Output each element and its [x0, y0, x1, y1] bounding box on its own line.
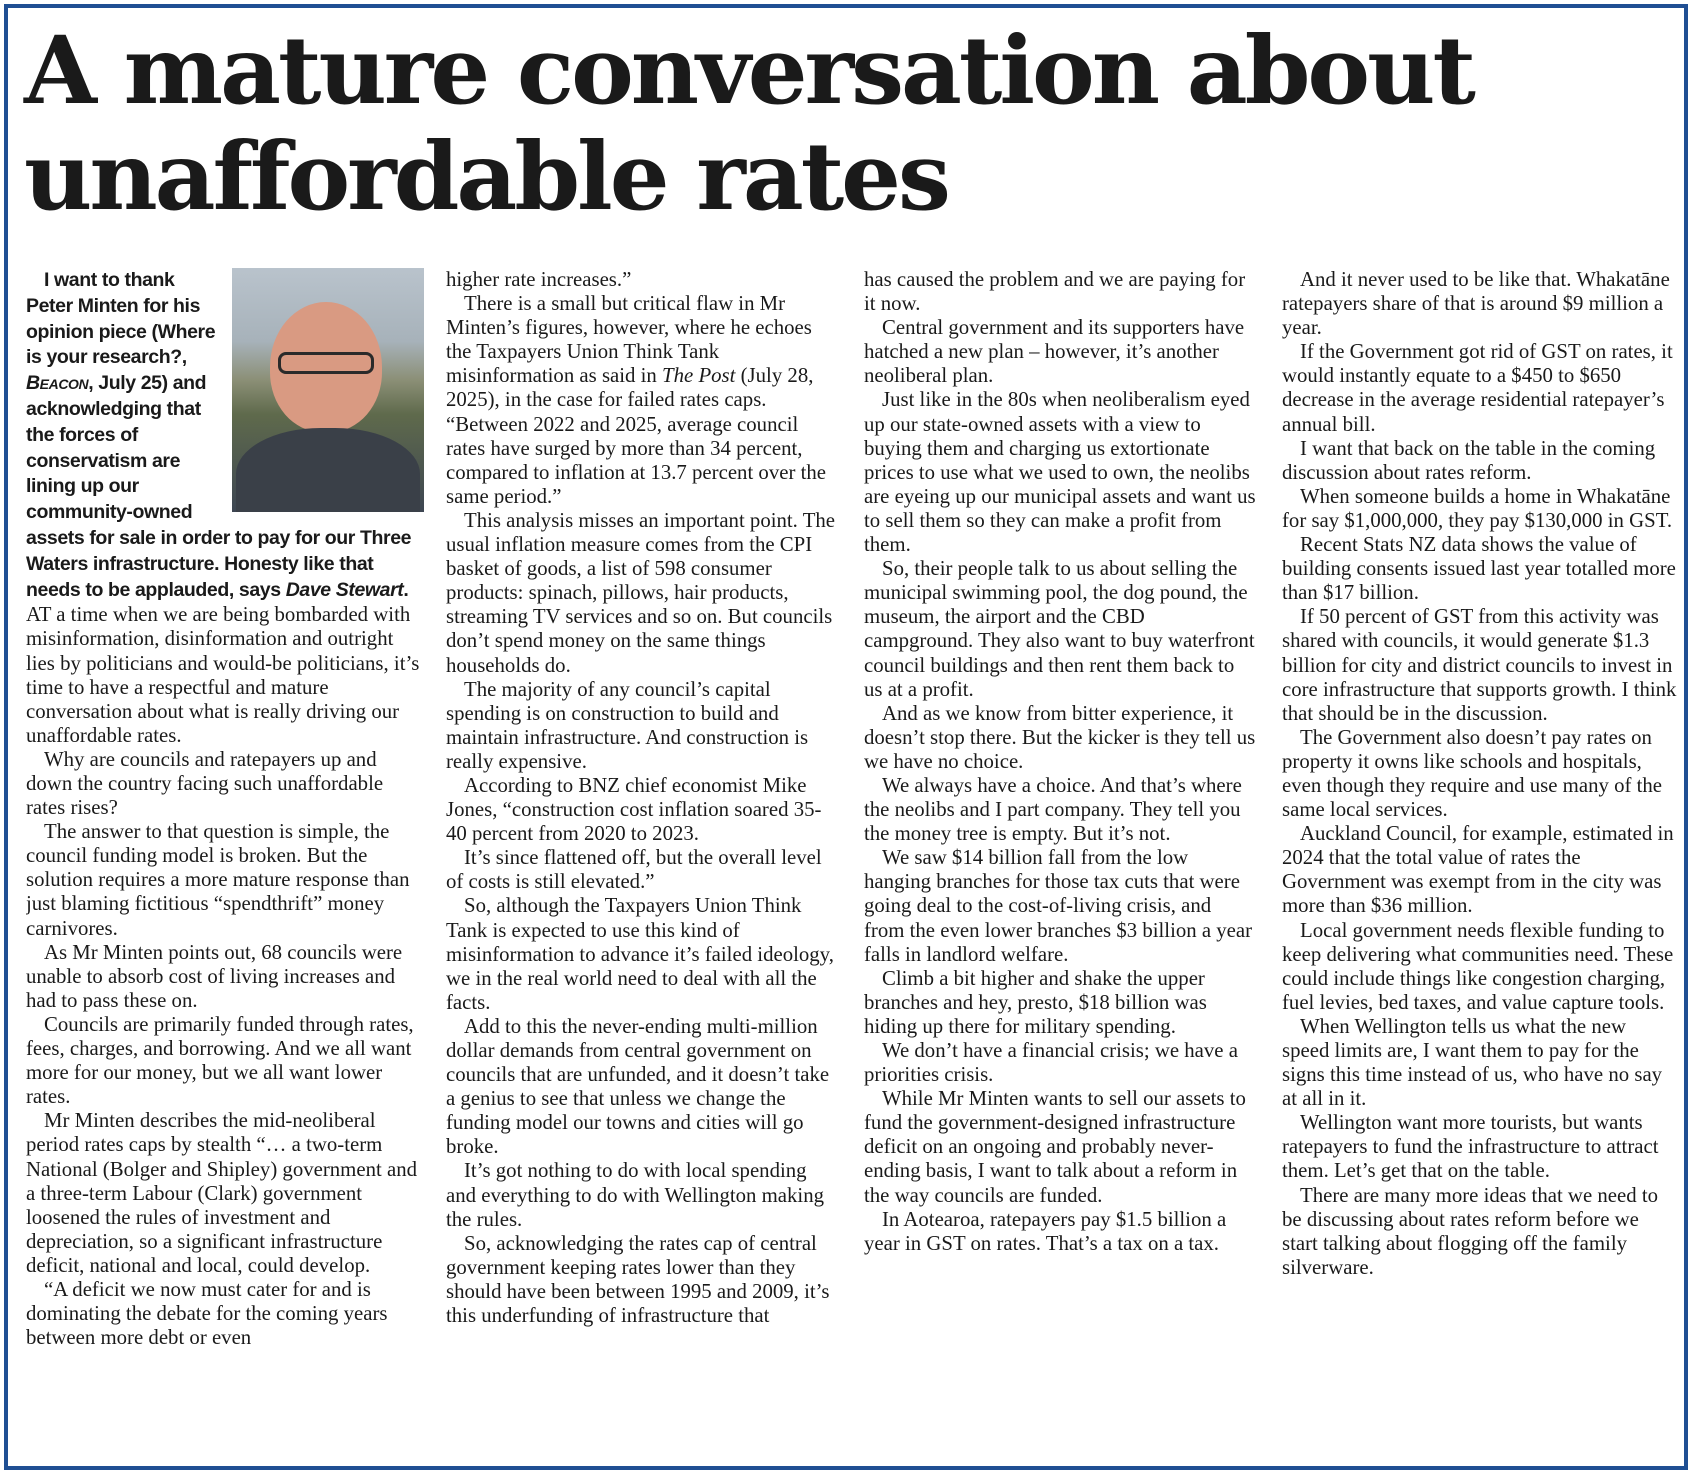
- paragraph-continued: higher rate increases.”: [446, 268, 632, 291]
- paragraph: So, although the Taxpayers Union Think Tank is expected to use this kind of misinformation to advance it’s failed ideology, we in the real world need to deal with all the facts.: [446, 894, 834, 1014]
- author-name: Dave Stewart: [285, 578, 404, 601]
- standfirst-text: , July 25) and acknowledging that the forces of conservatism are lining up our community-owned assets for sale in order to pay for our Three Waters infrastructure. Honesty like that needs to be applauded, says: [26, 372, 412, 601]
- paragraph: We always have a choice. And that’s where the neolibs and I part company. They tell you the money tree is empty. But it’s not.: [864, 773, 1242, 846]
- paragraph-text: (July 28, 2025), in the case for failed rates caps. “Between 2022 and 2025, average council rates have surged by more than 34 percent, compared to inflation at 13.7 percent over the same period.”: [446, 364, 826, 508]
- paragraph: If 50 percent of GST from this activity was shared with councils, it would generate $1.3 billion for city and district councils to invest in core infrastructure that supports growth. I think that should be in the discussion.: [1282, 605, 1677, 725]
- headline: A mature conversation about unaffordable rates: [24, 16, 1473, 232]
- paragraph: And it never used to be like that. Whakatāne ratepayers share of that is around $9 million a year.: [1282, 268, 1670, 340]
- paragraph: “A deficit we now must cater for and is dominating the debate for the coming years between more debt or even: [26, 1277, 388, 1350]
- paragraph: This analysis misses an important point. The usual inflation measure comes from the CPI basket of goods, a list of 598 consumer products: spinach, pillows, hair products, streaming TV services and so on. But councils don’t spend money on the same things households do.: [446, 508, 836, 677]
- paragraph: Local government needs flexible funding to keep delivering what communities need. These could include things like congestion charging, fuel levies, bed taxes, and value capture tools.: [1282, 918, 1674, 1014]
- paragraph: There are many more ideas that we need to be discussing about rates reform before we start talking about flogging off the family silverware.: [1282, 1183, 1659, 1279]
- column-3: [864, 268, 1256, 1458]
- paragraph: Why are councils and ratepayers up and down the country facing such unaffordable rates rises?: [26, 747, 384, 820]
- paragraph: Climb a bit higher and shake the upper branches and hey, presto, $18 billion was hiding up there for military spending.: [864, 966, 1207, 1038]
- standfirst-end: .: [403, 578, 409, 601]
- paragraph: Councils are primarily funded through rates, fees, charges, and borrowing. And we all want more for our money, but we all want lower rates.: [26, 1012, 414, 1109]
- portrait-body: [236, 428, 420, 512]
- paragraph: The answer to that question is simple, the council funding model is broken. But the solution requires a more mature response than just blaming fictitious “spendthrift” money carnivores.: [26, 820, 410, 940]
- author-portrait-photo: [232, 268, 424, 512]
- paragraph: In Aotearoa, ratepayers pay $1.5 billion a year in GST on rates. That’s a tax on a tax.: [864, 1207, 1227, 1255]
- paragraph: And as we know from bitter experience, it doesn’t stop there. But the kicker is they tell us we have no choice.: [864, 701, 1256, 773]
- paragraph: AT a time when we are being bombarded with misinformation, disinformation and outright lies by politicians and would-be politicians, it’s time to have a respectful and mature conversation about what is really driving our unaffordable rates.: [26, 603, 420, 747]
- paragraph: The majority of any council’s capital spending is on construction to build and maintain infrastructure. And construction is really expensive.: [446, 677, 809, 773]
- standfirst-text: I want to thank Peter Minten for his opinion piece (Where is your research?,: [26, 269, 216, 369]
- paragraph: If the Government got rid of GST on rates, it would instantly equate to a $450 to $650 decrease in the average residential ratepayer’s annual bill.: [1282, 340, 1673, 436]
- paragraph: Add to this the never-ending multi-million dollar demands from central government on councils that are unfunded, and it doesn’t take a genius to see that unless we change the funding model our towns and cities will go broke.: [446, 1014, 830, 1159]
- column-4: [1282, 268, 1678, 1458]
- paragraph: When someone builds a home in Whakatāne for say $1,000,000, they pay $130,000 in GST.: [1282, 484, 1673, 532]
- paragraph-continued: has caused the problem and we are paying for it now.: [864, 268, 1246, 316]
- column-2: [446, 268, 838, 1458]
- publication-name: The Post: [662, 364, 736, 388]
- paragraph-text: There is a small but critical flaw in Mr Minten’s figures, however, where he echoes the Taxpayers Union Think Tank misinformation as said in: [446, 292, 812, 388]
- paragraph: Auckland Council, for example, estimated in 2024 that the total value of rates the Government was exempt from in the city was more than $36 million.: [1282, 822, 1674, 918]
- column-1: [26, 268, 424, 1458]
- paragraph: Central government and its supporters have hatched a new plan – however, it’s another neoliberal plan.: [864, 316, 1245, 388]
- paragraph: We don’t have a financial crisis; we have a priorities crisis.: [864, 1039, 1238, 1087]
- paragraph: Just like in the 80s when neoliberalism eyed up our state-owned assets with a view to buying them and charging us extortionate prices to use what we used to own, the neolibs are eyeing up our municipal assets and want us to sell them so they can make a profit from them.: [864, 388, 1256, 557]
- paragraph: Wellington want more tourists, but wants ratepayers to fund the infrastructure to attract them. Let’s get that on the table.: [1282, 1111, 1659, 1183]
- paragraph: It’s since flattened off, but the overall level of costs is still elevated.”: [446, 846, 822, 894]
- paragraph: As Mr Minten points out, 68 councils were unable to absorb cost of living increases and had to pass these on.: [26, 940, 403, 1012]
- paragraph: While Mr Minten wants to sell our assets to fund the government-designed infrastructure deficit on an ongoing and probably never-ending basis, I want to talk about a reform in the way councils are funded.: [864, 1087, 1246, 1207]
- paragraph: Recent Stats NZ data shows the value of building consents issued last year totalled more than $17 billion.: [1282, 533, 1676, 605]
- paragraph: [446, 292, 838, 509]
- portrait-glasses: [278, 352, 374, 374]
- standfirst-source: Beacon: [26, 372, 89, 395]
- paragraph: I want that back on the table in the coming discussion about rates reform.: [1282, 436, 1656, 484]
- paragraph: The Government also doesn’t pay rates on property it owns like schools and hospitals, even though they require and use many of the same local services.: [1282, 725, 1663, 822]
- paragraph: So, acknowledging the rates cap of central government keeping rates lower than they should have been between 1995 and 2009, it’s this underfunding of infrastructure that: [446, 1231, 830, 1328]
- paragraph: When Wellington tells us what the new speed limits are, I want them to pay for the signs this time instead of us, who have no say at all in it.: [1282, 1014, 1663, 1111]
- paragraph: It’s got nothing to do with local spending and everything to do with Wellington making the rules.: [446, 1159, 825, 1231]
- paragraph: Mr Minten describes the mid-neoliberal period rates caps by stealth “… a two-term National (Bolger and Shipley) government and a three-term Labour (Clark) government loosened the rules of investment and depreciation, so a significant infrastructure deficit, national and local, could develop.: [26, 1109, 417, 1277]
- paragraph: So, their people talk to us about selling the municipal swimming pool, the dog pound, the museum, the airport and the CBD campground. They also want to buy waterfront council buildings and then rent them back to us at a profit.: [864, 557, 1255, 701]
- paragraph: We saw $14 billion fall from the low hanging branches for those tax cuts that were going deal to the cost-of-living crisis, and from the even lower branches $3 billion a year falls in landlord welfare.: [864, 846, 1253, 966]
- paragraph: According to BNZ chief economist Mike Jones, “construction cost inflation soared 35-40 percent from 2020 to 2023.: [446, 773, 822, 846]
